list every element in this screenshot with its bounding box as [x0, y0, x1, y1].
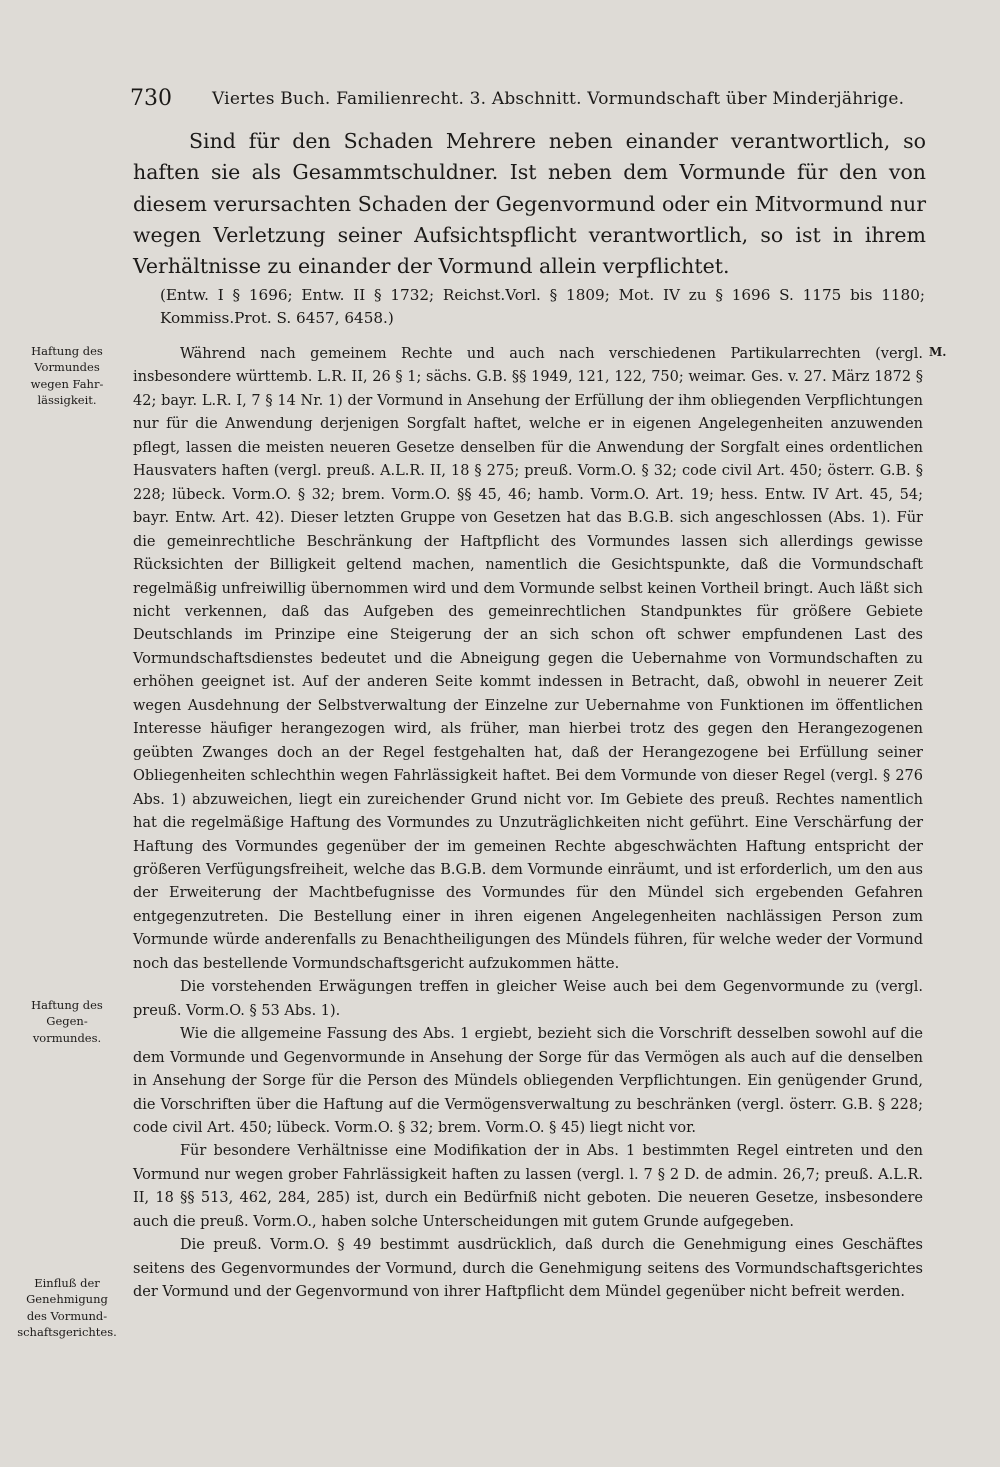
margin-mark: M.: [929, 345, 947, 359]
margin-note-line: Haftung des: [31, 344, 103, 358]
body-paragraph: Für besondere Verhältnisse eine Modifikation der in Abs. 1 bestimmten Regel eintreten und den Vormund nur wegen grober Fahrlässigkeit haften zu lassen (vergl. l. 7 § 2 D. de admin. 26,7; preuß. A.L.R. II, 18 §§ 513, 462, 284, 285) ist, durch ein Bedürfniß nicht geboten. Die neueren Gesetze, insbesondere auch die preuß. Vorm.O., haben solche Unterscheidungen mit gutem Grunde aufgegeben.: [133, 1143, 923, 1230]
legislative-references: [160, 284, 925, 329]
body-paragraph: Während nach gemeinem Rechte und auch nach verschiedenen Partikularrechten (vergl. insbesondere württemb. L.R. II, 26 § 1; sächs. G.B. §§ 1949, 121, 122, 750; weimar. Ges. v. 27. März 1872 § 42; bayr. L.R. I, 7 § 14 Nr. 1) der Vormund in Ansehung der Erfüllung der ihm obliegenden Verpflichtungen nur für die Anwendung derjenigen Sorgfalt haftet, welche er in eigenen Angelegenheiten anzuwenden pflegt, lassen die meisten neueren Gesetze denselben für die Anwendung der Sorgfalt eines ordentlichen Hausvaters haften (vergl. preuß. A.L.R. II, 18 § 275; preuß. Vorm.O. § 32; code civil Art. 450; österr. G.B. § 228; lübeck. Vorm.O. § 32; brem. Vorm.O. §§ 45, 46; hamb. Vorm.O. Art. 19; hess. Entw. IV Art. 45, 54; bayr. Entw. Art. 42). Dieser letzten Gruppe von Gesetzen hat das B.G.B. sich angeschlossen (Abs. 1). Für die gemeinrechtliche Beschränkung der Haftpflicht des Vormundes lassen sich allerdings gewisse Rücksichten der Billigkeit geltend machen, namentlich die Gesichtspunkte, daß die Vormundschaft regelmäßig unfreiwillig übernommen wird und dem Vormunde selbst keinen Vortheil bringt. Auch läßt sich nicht verkennen, daß das Aufgeben des gemeinrechtlichen Standpunktes für größere Gebiete Deutschlands im Prinzipe eine Steigerung der an sich schon oft schwer empfundenen Last des Vormundschaftsdienstes bedeutet und die Abneigung gegen die Uebernahme von Vormundschaften zu erhöhen geeignet ist. Auf der anderen Seite kommt indessen in Betracht, daß, obwohl in neuerer Zeit wegen Ausdehnung der Selbstverwaltung der Einzelne zur Uebernahme von Funktionen im öffentlichen Interesse häufiger herangezogen wird, als früher, man hierbei trotz des gegen den Herangezogenen geübten Zwanges doch an der Regel festgehalten hat, daß der Herangezogene bei Erfüllung seiner Obliegenheiten schlechthin wegen Fahrlässigkeit haftet. Bei dem Vormunde von dieser Regel (vergl. § 276 Abs. 1) abzuweichen, liegt ein zureichender Grund nicht vor. Im Gebiete des preuß. Rechtes namentlich hat die regelmäßige Haftung des Vormundes zu Unzuträglichkeiten nicht geführt. Eine Verschärfung der Haftung des Vormundes gegenüber der im gemeinen Rechte abgeschwächten Haftung entspricht der größeren Verfügungsfreiheit, welche das B.G.B. dem Vormunde einräumt, und ist erforderlich, um den aus der Erweiterung der Machtbefugnisse des Vormundes für den Mündel sich ergebenden Gefahren entgegenzutreten. Die Bestellung einer in ihren eigenen Angelegenheiten nachlässigen Person zum Vormunde würde anderenfalls zu Benachtheiligungen des Mündels führen, für welche weder der Vormund noch das bestellende Vormundschaftsgericht aufzukommen hätte.: [133, 346, 923, 972]
margin-note-line: Genehmigung: [26, 1292, 108, 1307]
page-header: [130, 86, 920, 116]
margin-note-line: Haftung des: [31, 998, 103, 1012]
margin-note-line: wegen Fahr-: [30, 376, 104, 391]
margin-note-negligence: [14, 343, 120, 408]
body-paragraph: Die vorstehenden Erwägungen treffen in gleicher Weise auch bei dem Gegenvormunde zu (vergl. preuß. Vorm.O. § 53 Abs. 1).: [133, 979, 923, 1019]
margin-note-line: vormundes.: [32, 1030, 102, 1045]
body-paragraph: Die preuß. Vorm.O. § 49 bestimmt ausdrücklich, daß durch die Genehmigung eines Geschäftes seitens des Gegenvormundes der Vormund, durch die Genehmigung seitens des Vormundschaftsgerichtes der Vormund und der Gegenvormund von ihrer Haftpflicht dem Mündel gegenüber nicht befreit werden.: [133, 1237, 923, 1301]
margin-note-line: des Vormund-: [26, 1308, 108, 1323]
running-head: Viertes Buch. Familienrecht. 3. Abschnitt. Vormundschaft über Minderjährige.: [212, 89, 905, 109]
page-number: 730: [130, 86, 172, 111]
margin-note-line: Einfluß der: [34, 1276, 100, 1290]
margin-note-counter-guardian: [14, 997, 120, 1046]
margin-note-line: Gegen-: [46, 1014, 88, 1029]
margin-note-line: lässigkeit.: [37, 392, 97, 407]
margin-note-line: schaftsgerichtes.: [17, 1324, 117, 1339]
margin-note-court-approval: [14, 1275, 120, 1340]
statute-paragraph: Sind für den Schaden Mehrere neben einander verantwortlich, so haften sie als Gesammtschuldner. Ist neben dem Vormunde für den von diesem verursachten Schaden der Gegenvormund oder ein Mitvormund nur wegen Verletzung seiner Aufsichtspflicht verantwortlich, so ist in ihrem Verhältnisse zu einander der Vormund allein verpflichtet.: [133, 129, 926, 279]
commentary-body: [133, 343, 923, 1305]
statute-text: [133, 126, 926, 282]
body-paragraph: Wie die allgemeine Fassung des Abs. 1 ergiebt, bezieht sich die Vorschrift desselben sowohl auf die dem Vormunde und Gegenvormunde in Ansehung der Sorge für das Vermögen als auch auf die denselben in Ansehung der Sorge für die Person des Mündels obliegenden Verpflichtungen. Ein genügender Grund, die Vorschriften über die Haftung auf die Vermögensverwaltung zu beschränken (vergl. österr. G.B. § 228; code civil Art. 450; lübeck. Vorm.O. § 32; brem. Vorm.O. § 45) liegt nicht vor.: [133, 1026, 923, 1136]
references-text: (Entw. I § 1696; Entw. II § 1732; Reichst.Vorl. § 1809; Mot. IV zu § 1696 S. 1175 bis 1180; Kommiss.Prot. S. 6457, 6458.): [160, 286, 925, 327]
margin-note-line: Vormundes: [34, 360, 100, 375]
